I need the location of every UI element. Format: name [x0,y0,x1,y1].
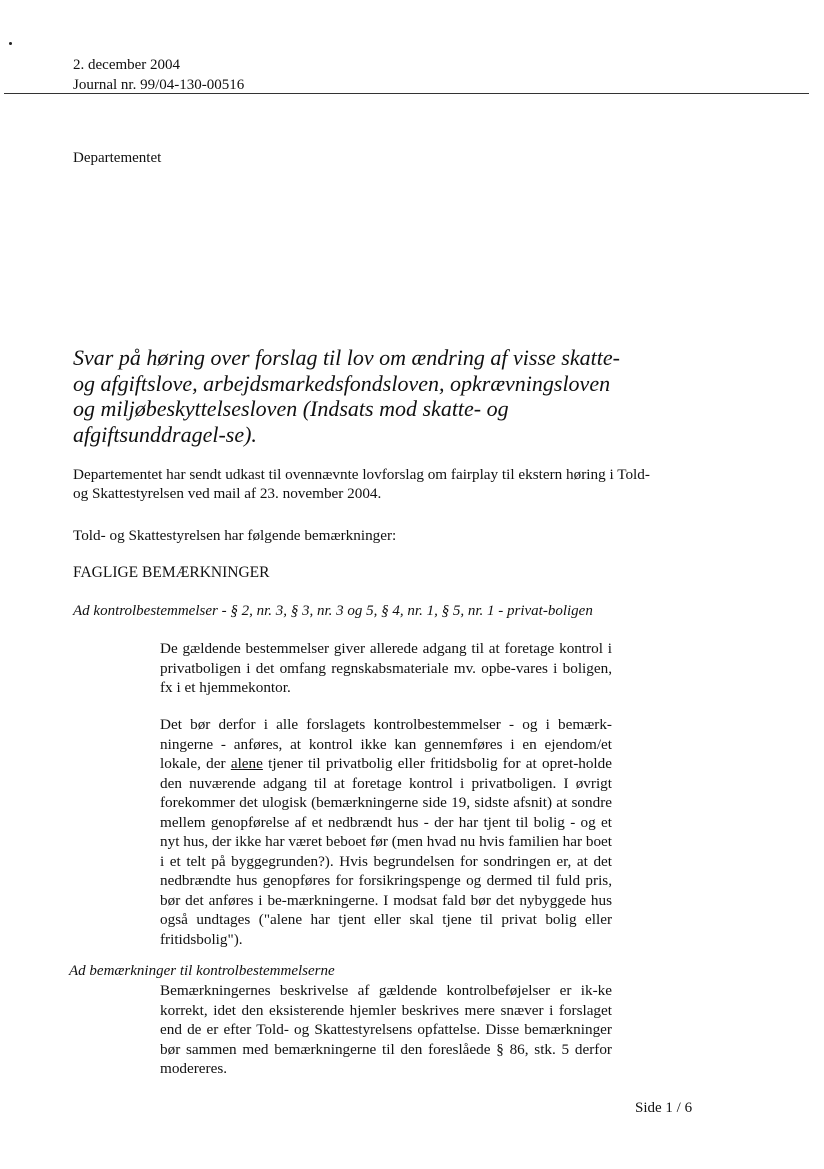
intro-paragraph-2: Told- og Skattestyrelsen har følgende bemærkninger: [73,527,397,544]
section-heading: FAGLIGE BEMÆRKNINGER [73,564,270,581]
document-title: Svar på høring over forslag til lov om ændring af visse skatte- og afgiftslove, arbejdsmarkedsfondsloven, opkrævningsloven og miljøbeskyttelsesloven (Indsats mod skatte- og afgiftsunddragel-se). [73,345,620,447]
header-rule [4,93,809,94]
subsection1-paragraph-2 [160,715,612,949]
intro-paragraph-1: Departementet har sendt udkast til ovennævnte lovforslag om fairplay til ekstern høring i Told- og Skattestyrelsen ved mail af 23. november 2004. [73,466,650,502]
p2-underlined-word: alene [230,755,263,772]
scan-speck [9,42,12,45]
subsection-heading-bemaerkninger: Ad bemærkninger til kontrolbestemmelserne [69,963,335,979]
journal-number: Journal nr. 99/04-130-00516 [73,77,245,93]
recipient: Departementet [73,150,162,166]
p2-text-after: tjener til privatbolig eller fritidsbolig for at opret-holde den nuværende adgang til at foretage kontrol i privatboligen. I øvrigt forekommer det ulogisk (bemærkningerne side 19, sidste afsnit) at sondre mellem genopførelse af et nedbrændt hus - der har tjent til bolig - og et nyt hus, der ikke har været beboet før (men hvad nu hvis familien har boet i et telt på byggegrunden?). Hvis begrundelsen for sondringen er, at det nedbrændte hus genopføres for forsikringspenge og dermed til fuld pris, bør det anføres i be-mærkningerne. I modsat fald bør det nybyggede hus også undtages ("alene har tjent eller skal tjene til privat bolig eller fritidsbolig"). [160,755,612,948]
letter-date: 2. december 2004 [73,57,181,73]
page-number: Side 1 / 6 [635,1100,693,1116]
subsection-heading-privatboligen: Ad kontrolbestemmelser - § 2, nr. 3, § 3, nr. 3 og 5, § 4, nr. 1, § 5, nr. 1 - privat-boligen [73,603,593,619]
subsection1-paragraph-1: De gældende bestemmelser giver allerede adgang til at foretage kontrol i privatboligen i det omfang regnskabsmateriale mv. opbe-vares i boligen, fx i et hjemmekontor. [160,640,612,696]
subsection2-paragraph-1: Bemærkningernes beskrivelse af gældende kontrolbeføjelser er ik-ke korrekt, idet den eksisterende hjemler beskrives mere snæver i forslaget end de er efter Told- og Skattestyrelsens opfattelse. Disse bemærkninger bør sammen med bemærkningerne til den foreslåede § 86, stk. 5 derfor modereres. [160,982,612,1077]
p2-text-before: Det bør derfor i alle forslagets kontrolbestemmelser - og i bemærk-ningerne - anføres, at kontrol ikke kan gennemføres i en ejendom/et lokale, der [160,716,612,772]
